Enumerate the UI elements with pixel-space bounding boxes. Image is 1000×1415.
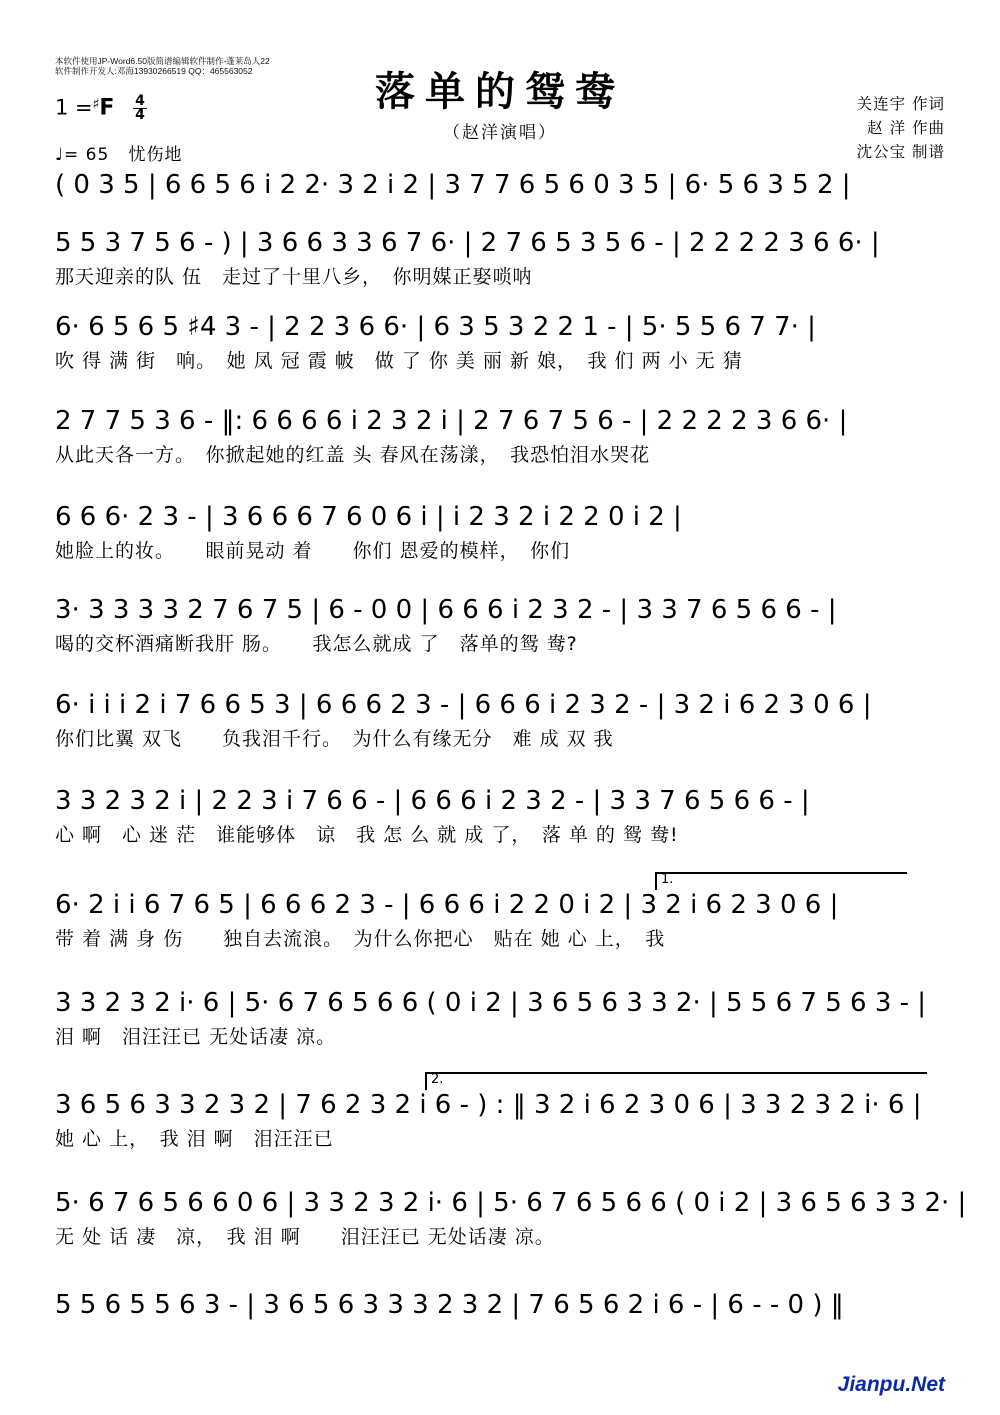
- credit-lyricist: 关连宇 作词: [856, 95, 945, 113]
- key-label: 1 =: [55, 95, 93, 120]
- system-13-notes: 5 5 6 5 5 6 3 - | 3 6 5 6 3 3 3 2 3 2 | 7 6 5 6 2 i 6 - | 6 - - 0 ) ‖: [55, 1290, 844, 1320]
- software-note-line1: 本软件使用JP-Word6.50版简谱编辑软件制作-蓬莱岛人22: [55, 56, 270, 66]
- system-2-lyrics: 那天迎亲的队 伍 走过了十里八乡， 你明媒正娶唢呐: [55, 266, 533, 288]
- system-9-notes: 6· 2 i i 6 7 6 5 | 6 6 6 2 3 - | 6 6 6 i 2 2 0 i 2 | 3 2 i 6 2 3 0 6 |: [55, 890, 839, 920]
- system-6-notes: 3· 3 3 3 3 2 7 6 7 5 | 6 - 0 0 | 6 6 6 i 2 3 2 - | 3 3 7 6 5 6 6 - |: [55, 595, 837, 625]
- first-ending-label: 1.: [661, 872, 674, 887]
- system-7-lyrics: 你们比翼 双飞 负我泪千行。 为什么有缘无分 难 成 双 我: [55, 728, 614, 750]
- credits-block: [857, 92, 945, 164]
- tempo-note-icon: ♩: [55, 145, 65, 165]
- tempo-marking: [55, 140, 183, 165]
- system-9-lyrics: 带 着 满 身 伤 独自去流浪。 为什么你把心 贴在 她 心 上， 我: [55, 928, 666, 950]
- first-ending-bracket: [655, 872, 907, 890]
- system-6-lyrics: 喝的交杯酒痛断我肝 肠。 我怎么就成 了 落单的鸳 鸯?: [55, 633, 578, 655]
- system-10-notes: 3 3 2 3 2 i· 6 | 5· 6 7 6 5 6 6 ( 0 i 2 | 3 6 5 6 3 3 2· | 5 5 6 7 5 6 3 - |: [55, 988, 927, 1018]
- system-12-lyrics: 无 处 话 凄 凉， 我 泪 啊 泪汪汪已 无处话凄 凉。: [55, 1226, 555, 1248]
- system-10-lyrics: 泪 啊 泪汪汪已 无处话凄 凉。: [55, 1026, 337, 1048]
- system-5-notes: 6 6 6· 2 3 - | 3 6 6 6 7 6 0 6 i | i 2 3 2 i 2 2 0 i 2 |: [55, 502, 682, 532]
- system-2-notes: 5 5 3 7 5 6 - ) | 3 6 6 3 3 6 7 6· | 2 7 6 5 3 5 6 - | 2 2 2 2 3 6 6· |: [55, 228, 880, 258]
- time-signature: [133, 95, 147, 122]
- system-1-notes: ( 0 3 5 | 6 6 5 6 i 2 2· 3 2 i 2 | 3 7 7 6 5 6 0 3 5 | 6· 5 6 3 5 2 |: [55, 170, 851, 200]
- system-4-lyrics: 从此天各一方。 你掀起她的红盖 头 春风在荡漾， 我恐怕泪水哭花: [55, 444, 651, 466]
- watermark: Jianpu.Net: [837, 1373, 945, 1396]
- system-4-notes: 2 7 7 5 3 6 - ‖: 6 6 6 6 i 2 3 2 i | 2 7 6 7 5 6 - | 2 2 2 2 3 6 6· |: [55, 406, 848, 436]
- system-11-notes: 3 6 5 6 3 3 2 3 2 | 7 6 2 3 2 i 6 - ) : ‖ 3 2 i 6 2 3 0 6 | 3 3 2 3 2 i· 6 |: [55, 1090, 922, 1120]
- system-7-notes: 6· i i i 2 i 7 6 6 5 3 | 6 6 6 2 3 - | 6 6 6 i 2 3 2 - | 3 2 i 6 2 3 0 6 |: [55, 690, 872, 720]
- system-5-lyrics: 她脸上的妆。 眼前晃动 着 你们 恩爱的模样， 你们: [55, 540, 571, 562]
- system-3-lyrics: 吹 得 满 街 响。 她 凤 冠 霞 帔 做 了 你 美 丽 新 娘， 我 们 两 小 无 猜: [55, 350, 743, 372]
- time-signature-numerator: 4: [135, 93, 145, 109]
- time-signature-denominator: 4: [135, 107, 145, 123]
- key-accidental: ♯: [92, 96, 100, 113]
- key-signature: [55, 95, 147, 122]
- software-note-line2: 软件制作开发人:邓海13930266519 QQ：465563052: [55, 66, 253, 76]
- second-ending-bracket: [425, 1072, 927, 1090]
- system-12-notes: 5· 6 7 6 5 6 6 0 6 | 3 3 2 3 2 i· 6 | 5· 6 7 6 5 6 6 ( 0 i 2 | 3 6 5 6 3 3 2· |: [55, 1188, 967, 1218]
- system-8-notes: 3 3 2 3 2 i | 2 2 3 i 7 6 6 - | 6 6 6 i 2 3 2 - | 3 3 7 6 5 6 6 - |: [55, 786, 810, 816]
- credit-arranger: 沈公宝 制谱: [856, 143, 945, 161]
- system-3-notes: 6· 6 5 6 5 ♯4 3 - | 2 2 3 6 6· | 6 3 5 3 2 2 1 - | 5· 5 5 6 7 7· |: [55, 312, 816, 342]
- second-ending-label: 2.: [431, 1072, 444, 1087]
- expression-marking: 忧伤地: [128, 145, 183, 165]
- song-performer: （赵洋演唱）: [443, 123, 557, 143]
- tempo-value: = 65: [64, 145, 110, 165]
- credit-composer: 赵 洋 作曲: [867, 119, 945, 137]
- key-letter: F: [99, 95, 115, 121]
- system-11-lyrics: 她 心 上， 我 泪 啊 泪汪汪已: [55, 1128, 334, 1150]
- system-8-lyrics: 心 啊 心 迷 茫 谁能够体 谅 我 怎 么 就 成 了， 落 单 的 鸳 鸯!: [55, 824, 679, 846]
- song-title: 落单的鸳鸯: [375, 69, 625, 115]
